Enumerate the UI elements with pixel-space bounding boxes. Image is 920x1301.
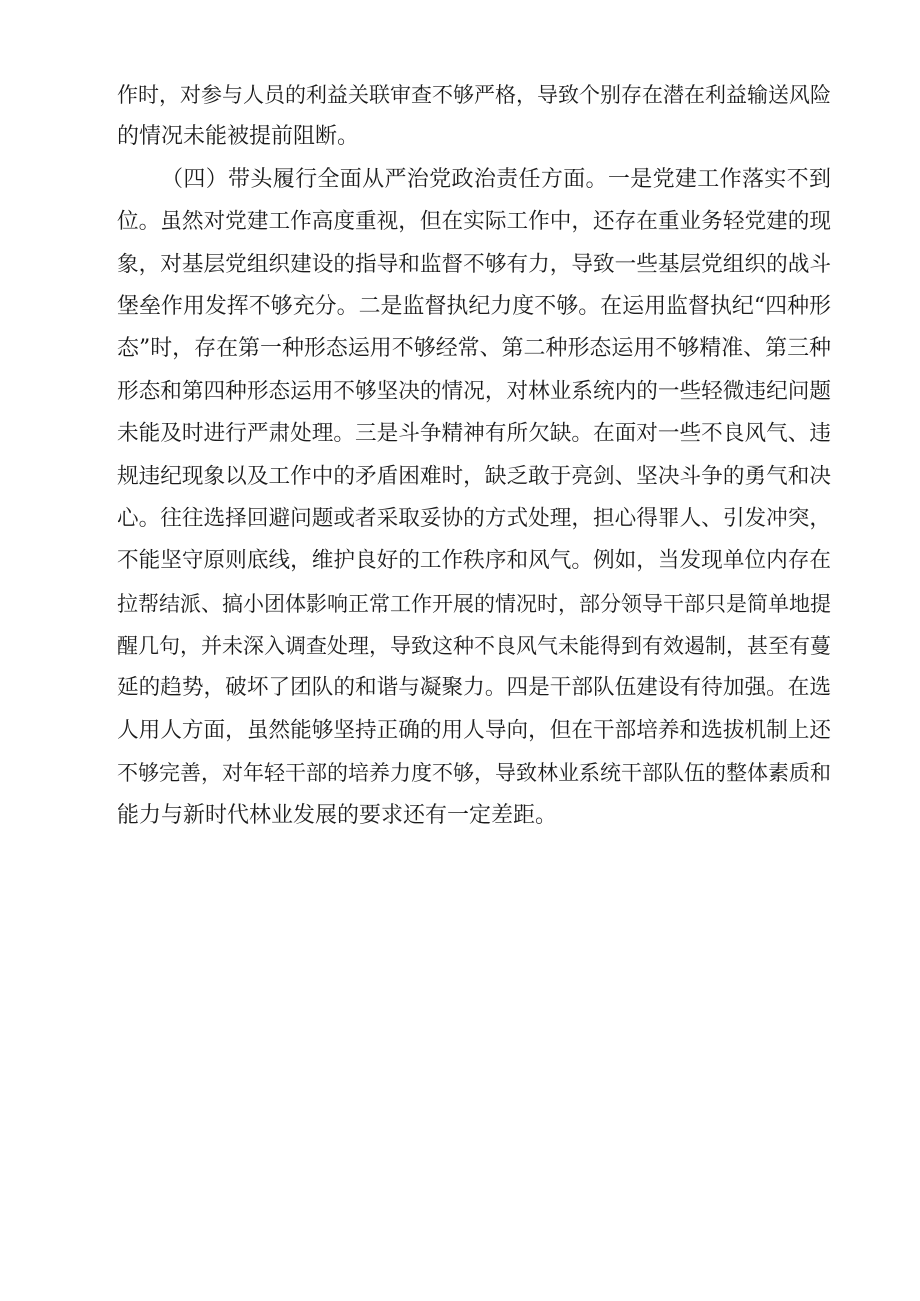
section-heading-line: （四）带头履行全面从严治党政治责任方面。一是党建工作落实不到 bbox=[161, 166, 831, 192]
text-line: 位。虽然对党建工作高度重视，但在实际工作中，还存在重业务轻党建的现 bbox=[117, 209, 831, 235]
text-line: 象，对基层党组织建设的指导和监督不够有力，导致一些基层党组织的战斗 bbox=[117, 251, 831, 277]
text-line: 不能坚守原则底线，维护良好的工作秩序和风气。例如，当发现单位内存在 bbox=[117, 548, 831, 574]
text-line: 的情况未能被提前阻断。 bbox=[117, 124, 360, 150]
text-line: 不够完善，对年轻干部的培养力度不够，导致林业系统干部队伍的整体素质和 bbox=[117, 761, 831, 786]
body-text bbox=[117, 74, 831, 837]
text-line: 规违纪现象以及工作中的矛盾困难时，缺乏敢于亮剑、坚决斗争的勇气和决 bbox=[117, 463, 831, 489]
text-line: 人用人方面，虽然能够坚持正确的用人导向，但在干部培养和选拔机制上还 bbox=[117, 717, 831, 743]
text-line: 能力与新时代林业发展的要求还有一定差距。 bbox=[117, 802, 558, 828]
text-line: 拉帮结派、搞小团体影响正常工作开展的情况时，部分领导干部只是简单地提 bbox=[117, 591, 831, 616]
text-line: 形态和第四种形态运用不够坚决的情况，对林业系统内的一些轻微违纪问题 bbox=[117, 378, 831, 404]
text-line: 醒几句，并未深入调查处理，导致这种不良风气未能得到有效遏制，甚至有蔓 bbox=[117, 634, 831, 659]
text-line: 延的趋势，破坏了团队的和谐与凝聚力。四是干部队伍建设有待加强。在选 bbox=[117, 675, 831, 701]
text-line: 堡垒作用发挥不够充分。二是监督执纪力度不够。在运用监督执纪“四种形 bbox=[117, 293, 831, 319]
text-line: 作时，对参与人员的利益关联审查不够严格，导致个别存在潜在利益输送风险 bbox=[117, 83, 831, 107]
text-line: 未能及时进行严肃处理。三是斗争精神有所欠缺。在面对一些不良风气、违 bbox=[117, 421, 831, 447]
text-line: 态”时，存在第一种形态运用不够经常、第二种形态运用不够精准、第三种 bbox=[117, 336, 831, 362]
text-line: 心。往往选择回避问题或者采取妥协的方式处理，担心得罪人、引发冲突， bbox=[117, 505, 831, 531]
